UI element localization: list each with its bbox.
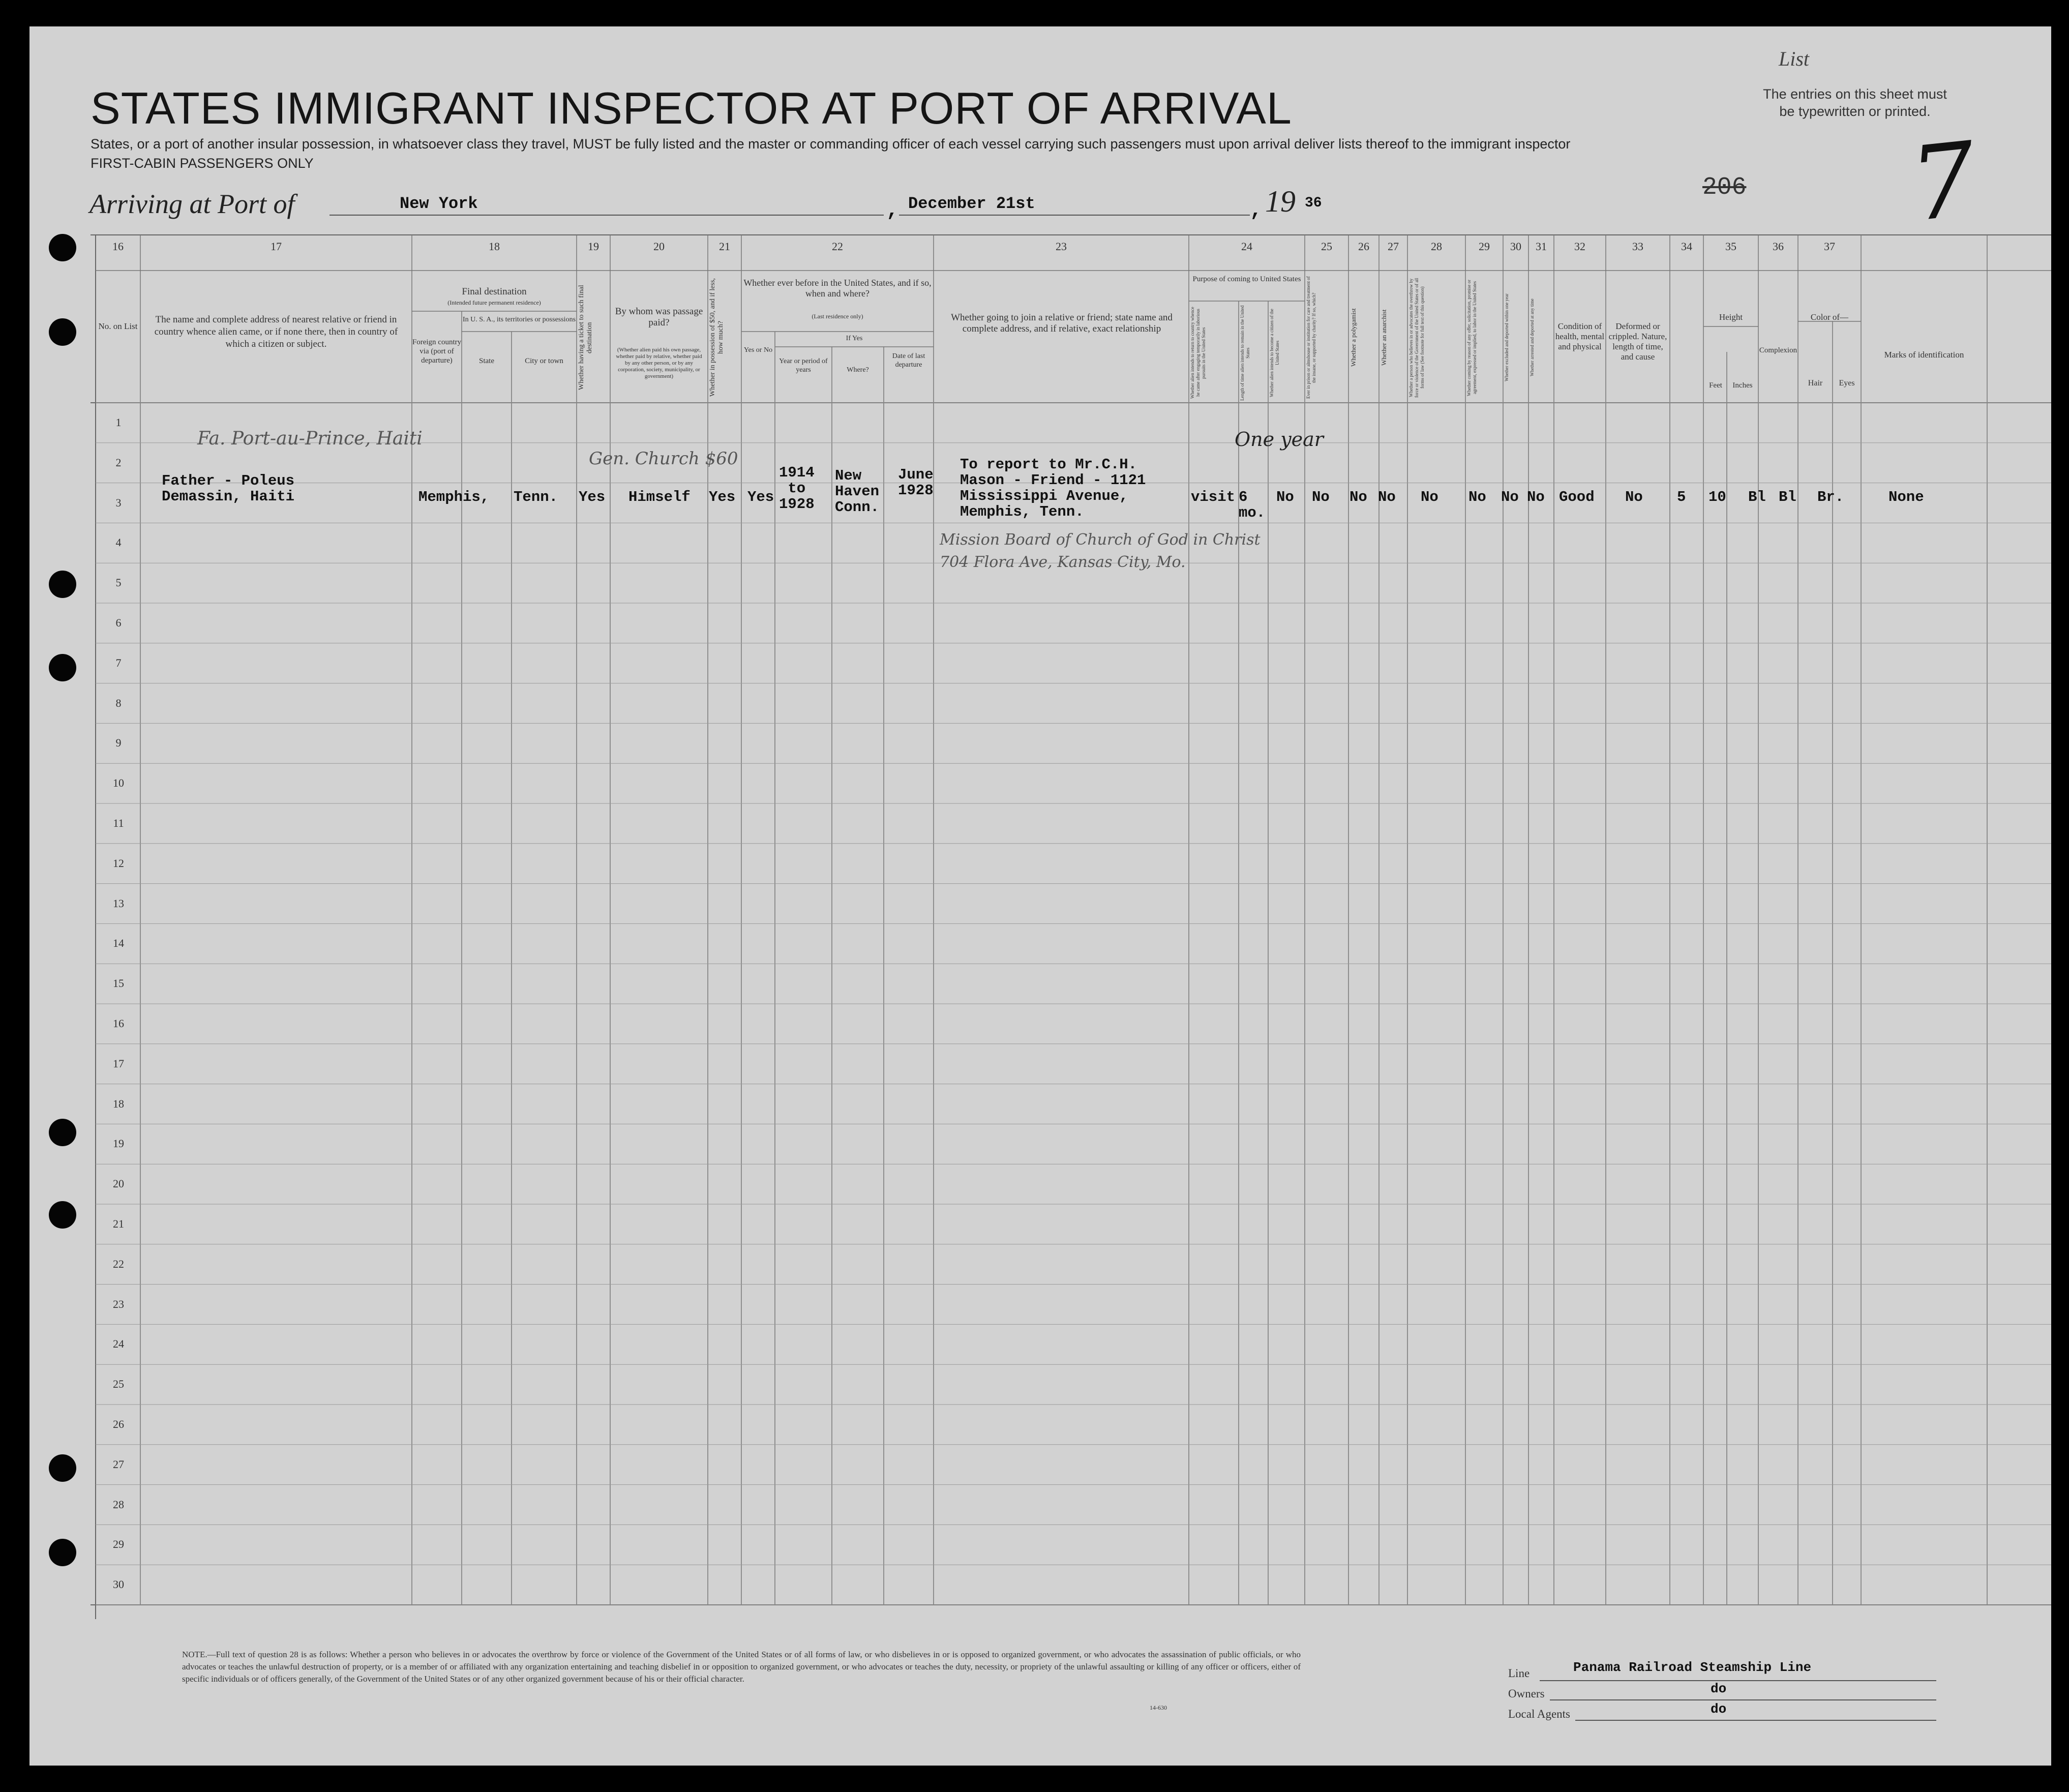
col-num: 27 xyxy=(1388,240,1399,253)
final-city-value: Tenn. xyxy=(514,489,558,505)
handwritten-money: Gen. Church $60 xyxy=(589,449,738,469)
row-number: 9 xyxy=(115,736,122,750)
form-instruction: States, or a port of another insular possession, in whatsoever class they travel, MUST be fully listed and the master or commanding officer of each vessel carrying such passengers must upon arrival deliver lists thereof to the immigrant inspector xyxy=(91,136,1571,152)
eyes-value: Br. xyxy=(1817,489,1844,505)
possession-value: Yes xyxy=(709,489,736,505)
header-feet: Feet xyxy=(1709,381,1722,390)
header-no-on-list: No. on List xyxy=(98,321,138,331)
row-number: 8 xyxy=(115,696,122,709)
corner-note-line-1: The entries on this sheet must xyxy=(1763,86,1947,102)
header-prison-almshouse: Ever in prison or almshouse or institution for care and treatment of the insane, or supported by charity? If so, which? xyxy=(1306,276,1316,399)
excluded-value: No xyxy=(1501,489,1519,505)
length-value: 6 mo. xyxy=(1239,489,1266,521)
col-num: 23 xyxy=(1056,240,1067,253)
year-prefix: 19 xyxy=(1265,185,1296,218)
list-label: List xyxy=(1779,47,1810,70)
row-number: 17 xyxy=(113,1057,124,1070)
period-value: 1914 to 1928 xyxy=(779,464,815,513)
health-value: Good xyxy=(1559,489,1595,505)
header-marks: Marks of identification xyxy=(1884,350,1964,360)
row-number: 20 xyxy=(113,1177,124,1190)
row-number: 5 xyxy=(115,576,122,589)
col-num: 19 xyxy=(588,240,599,253)
header-eyes: Eyes xyxy=(1839,379,1855,387)
header-passage-paid-note: (Whether alien paid his own passage, whether paid by relative, whether paid by any other person, or by any corporation, society, municipality, or government) xyxy=(616,347,702,379)
arriving-label: Arriving at Port of xyxy=(89,189,295,219)
agents-value: do xyxy=(1711,1701,1727,1717)
header-passage-paid: By whom was passage paid? xyxy=(615,306,703,328)
nearest-relative-value: Father - Poleus Demassin, Haiti xyxy=(162,472,295,505)
header-date-departure: Date of last departure xyxy=(892,352,925,369)
hair-value: Bl xyxy=(1779,489,1796,505)
header-where: Where? xyxy=(847,366,869,374)
header-nearest-relative: The name and complete address of nearest relative or friend in country whence alien came, or if none there, then in country of which a citizen or subject. xyxy=(154,314,398,349)
row-number: 21 xyxy=(113,1217,124,1230)
header-anarchist: Whether an anarchist xyxy=(1380,309,1388,366)
anarchist-value: No xyxy=(1378,489,1396,505)
row-number: 16 xyxy=(113,1017,124,1030)
polygamist-value: No xyxy=(1350,489,1367,505)
form-code: 14-630 xyxy=(1150,1704,1167,1711)
header-final-destination-note: (Intended future permanent residence) xyxy=(447,299,541,306)
header-hair: Hair xyxy=(1808,379,1823,387)
row-number: 24 xyxy=(113,1337,124,1351)
header-complexion: Complexion xyxy=(1759,346,1797,354)
footnote: NOTE.—Full text of question 28 is as follows: Whether a person who believes in or advocates the overthrow by force or violence of the Government of the United States or of all forms of law, or who disbelieves in or is opposed to organized government, or who advocates the assassination of public officials, or who advocates or teaches the unlawful destruction of property, or is a member of or affiliated with any organization entertaining and teaching disbelief in or opposition to organized government, or who advocates or teaches the duty, necessity, or propriety of the unlawful assaulting or killing of any officer or officers, either of specific individuals or of officers generally, of the Government of the United States or of any other organized government because of his or their official character. xyxy=(182,1650,1301,1684)
owners-label: Owners xyxy=(1508,1687,1545,1700)
col-num: 34 xyxy=(1681,240,1692,253)
header-arrested-deported: Whether arrested and deported at any time xyxy=(1530,298,1535,377)
col-num: 30 xyxy=(1510,240,1521,253)
final-state-value: Memphis, xyxy=(418,489,490,505)
header-ticket: Whether having a ticket to such final destination xyxy=(578,285,593,391)
port-value: New York xyxy=(400,194,478,213)
form-title: STATES IMMIGRANT INSPECTOR AT PORT OF ARRIVAL xyxy=(91,83,1292,133)
header-excluded-deported: Whether excluded and deported within one year xyxy=(1504,293,1509,382)
header-condition-health: Condition of health, mental and physical xyxy=(1555,321,1605,351)
complexion-value: Bl xyxy=(1748,489,1766,505)
header-year-period: Year or period of years xyxy=(779,357,828,374)
row-number: 11 xyxy=(113,817,124,829)
table-grid xyxy=(29,26,2051,1766)
row-number: 18 xyxy=(113,1097,124,1110)
header-possession-50: Whether in possession of $50, and if less, how much? xyxy=(709,278,725,397)
overthrow-value: No xyxy=(1421,489,1438,505)
col-num: 25 xyxy=(1321,240,1332,253)
row-number: 4 xyxy=(115,536,122,549)
where-value: New Haven Conn. xyxy=(835,467,880,516)
row-number: 19 xyxy=(113,1137,124,1150)
inches-value: 10 xyxy=(1708,489,1726,505)
ever-before-value: Yes xyxy=(747,489,774,505)
row-number: 23 xyxy=(113,1297,124,1310)
feet-value: 5 xyxy=(1677,489,1686,505)
header-if-yes: If Yes xyxy=(846,335,863,342)
col-num: 33 xyxy=(1632,240,1643,253)
header-offer-labor: Whether coming by reason of any offer, solicitation, promise or agreement, expressed or implied, to labor in the United States xyxy=(1466,279,1477,396)
header-foreign-country: Foreign country via (port of departure) xyxy=(412,338,462,365)
col-num: 31 xyxy=(1536,240,1547,253)
date-departure-value: June 1928 xyxy=(898,466,934,499)
col-num: 21 xyxy=(719,240,730,253)
join-relative-value: To report to Mr.C.H. Mason - Friend - 1121 Mississippi Avenue, Memphis, Tenn. xyxy=(960,456,1146,520)
header-state: State xyxy=(479,357,494,365)
col-num: 18 xyxy=(489,240,500,253)
arrival-date-value: December 21st xyxy=(908,194,1035,213)
header-ever-before: Whether ever before in the United States, and if so, when and where? xyxy=(743,278,932,298)
header-final-destination: Final destination xyxy=(462,287,527,297)
col-num: 22 xyxy=(832,240,843,253)
prison-value: No xyxy=(1312,489,1330,505)
row-number: 7 xyxy=(115,656,122,669)
row-number: 13 xyxy=(113,897,124,910)
header-purpose: Purpose of coming to United States xyxy=(1192,275,1301,283)
header-in-usa: In U. S. A., its territories or possessions xyxy=(462,316,576,323)
row-number: 12 xyxy=(113,856,124,870)
col-num: 28 xyxy=(1431,240,1442,253)
row-number: 3 xyxy=(115,496,122,509)
header-intend-return: Whether alien intends to return to country whence he came after engaging temporarily in laborious pursuits in the United States xyxy=(1190,307,1206,399)
row-number: 10 xyxy=(113,776,124,790)
header-yes-no: Yes or No xyxy=(743,346,773,354)
header-intend-citizen: Whether alien intends to become a citizen of the United States xyxy=(1269,309,1280,397)
row-number: 14 xyxy=(113,937,124,950)
row-number: 6 xyxy=(115,616,122,629)
marks-value: None xyxy=(1888,489,1924,505)
line-value: Panama Railroad Steamship Line xyxy=(1573,1660,1812,1675)
row-number: 15 xyxy=(113,977,124,990)
row-number: 25 xyxy=(113,1378,124,1391)
row-number: 27 xyxy=(113,1457,124,1471)
col-num: 17 xyxy=(271,240,282,253)
header-overthrow: Whether a person who believes in or advocates the overthrow by force or violence of the Government of the United States or of all forms of law (See footnote for full text of this question) xyxy=(1408,278,1425,398)
arrested-value: No xyxy=(1527,489,1545,505)
row-number: 2 xyxy=(115,456,122,469)
header-color-of: Color of— xyxy=(1810,312,1849,322)
corner-note-line-2: be typewritten or printed. xyxy=(1779,104,1931,119)
header-length-of-time: Length of time alien intends to remain in the United States xyxy=(1240,305,1250,401)
header-polygamist: Whether a polygamist xyxy=(1350,308,1357,367)
row-number: 1 xyxy=(115,416,122,429)
form-subtitle: FIRST-CABIN PASSENGERS ONLY xyxy=(91,156,314,171)
line-label: Line xyxy=(1508,1667,1530,1680)
col-num: 26 xyxy=(1358,240,1369,253)
purpose-value: visit xyxy=(1191,489,1236,505)
struck-page-number: 206 xyxy=(1702,174,1747,201)
handwritten-join-note: Mission Board of Church of God in Christ 704 Flora Ave, Kansas City, Mo. xyxy=(940,531,1261,571)
handwritten-list-number: 7 xyxy=(1905,120,1982,245)
offer-labor-value: No xyxy=(1468,489,1486,505)
manifest-sheet: STATES IMMIGRANT INSPECTOR AT PORT OF ARRIVAL States, or a port of another insular possession, in whatsoever class they travel, MUST be fully listed and the master or commanding officer of each vessel carrying such passengers must upon arrival deliver lists thereof to the immigrant inspector FIRST-CABIN PASSENGERS ONLY List The entries on this sheet must be typewritten or printed. 7 206 Arriving at Port of New York , December 21st , 19 36 16 17 18 19 20 21 22 23 24 25 26 27 28 29 30 31 32 33 34 35 36 37 No. on List The name and complete address of nearest relative or friend in country whence alien came, or if none there, then in country of which a citizen or subject. Final destination (Intended future permanent residence) Foreign country via (port of departure) In U. S. A., its territories or possessions State City or town Whether having a ticket to such final destination By whom was passage paid? (Whether alien paid his own passage, whether paid by relative, whether paid by any other person, or by any corporation, society, municipality, or government) Whether in possession of $50, and if less, how much? Whether ever before in the United States, and if so, when and where? (Last residence only) If Yes Yes or No Year or period of years Where? Date of last departure Whether going to join a relative or friend; state name and complete address, and if relative, exact relationship Purpose of coming to United States Whether alien intends to return to country whence he came after engaging temporarily in laborious pursuits in the United States Length of time alien intends to remain in the United States Whether alien intends to become a citizen of the United States Ever in prison or almshouse or institution for care and treatment of the insane, or supported by charity? If so, which? Whether a polygamist Whether an anarchist Whether a person who believes in or advocates the overthrow by force or violence of the Government of the United States or of all forms of law (See footnote for full text of this question) Whether coming by reason of any offer, solicitation, promise or agreement, expressed or implied, to labor in the United States Whether excluded and deported within one year Whether arrested and deported at any time Condition of health, mental and physical Deformed or crippled. Nature, length of time, and cause Height Feet Inches Complexion Color of— Hair Eyes Marks of identification 1 2 3 4 5 6 7 8 9 10 11 12 13 14 15 16 17 18 19 20 21 22 23 24 25 26 27 28 29 30 Fa. Port-au-Prince, Haiti Father - Poleus Demassin, Haiti Memphis, Tenn. Yes Himself Gen. Church $60 Yes Yes 1914 to 1928 New Haven Conn. June 1928 To report to Mr.C.H. Mason - Friend - 1121 Mississippi Avenue, Memphis, Tenn. Mission Board of Church of God in Christ 704 Flora Ave, Kansas City, Mo. One year visit 6 mo. No No No No No No No No Good No 5 10 Bl Bl Br. None NOTE.—Full text of question 28 is as follows: Whether a person who believes in or advocates the overthrow by force or violence of the Government of the United States or of all forms of law, or who disbelieves in or is opposed to organized government, or who advocates the assassination of public officials, or who advocates or teaches the unlawful destruction of property, or is a member of or affiliated with any organization entertaining and teaching disbelief in or opposition to organized government, or who advocates or teaches the duty, necessity, or propriety of the unlawful assaulting or killing of any officer or officers, either of specific individuals or of officers generally, of the Government of the United States or of any other organized government because of his or their official character. 14-630 Line Panama Railroad Steamship Line Owners do Local Agents do xyxy=(29,26,2051,1766)
col-num: 29 xyxy=(1479,240,1490,253)
col-num: 32 xyxy=(1574,240,1585,253)
handwritten-length: One year xyxy=(1235,428,1324,451)
row-number: 29 xyxy=(113,1538,124,1551)
handwritten-address: Fa. Port-au-Prince, Haiti xyxy=(197,428,423,449)
year-suffix: 36 xyxy=(1305,195,1322,211)
ticket-value: Yes xyxy=(579,489,606,505)
owners-value: do xyxy=(1711,1681,1727,1696)
col-num: 35 xyxy=(1725,240,1736,253)
header-inches: Inches xyxy=(1732,381,1753,390)
header-join-relative: Whether going to join a relative or friend; state name and complete address, and if relative, exact relationship xyxy=(951,312,1173,334)
passage-paid-value: Himself xyxy=(628,489,691,505)
header-height: Height xyxy=(1719,312,1743,322)
row-number: 28 xyxy=(113,1498,124,1511)
row-number: 30 xyxy=(113,1578,124,1591)
col-num: 20 xyxy=(653,240,665,253)
col-num: 24 xyxy=(1241,240,1252,253)
agents-label: Local Agents xyxy=(1508,1708,1570,1720)
deformed-value: No xyxy=(1625,489,1643,505)
header-deformed: Deformed or crippled. Nature, length of time, and cause xyxy=(1608,321,1667,362)
row-number: 22 xyxy=(113,1257,124,1270)
col-num: 37 xyxy=(1824,240,1835,253)
col-num: 16 xyxy=(112,240,124,253)
row-number: 26 xyxy=(113,1418,124,1430)
col-num: 36 xyxy=(1773,240,1784,253)
header-city: City or town xyxy=(525,357,563,365)
intend-citizen-value: No xyxy=(1276,489,1294,505)
header-last-residence: (Last residence only) xyxy=(812,313,863,320)
